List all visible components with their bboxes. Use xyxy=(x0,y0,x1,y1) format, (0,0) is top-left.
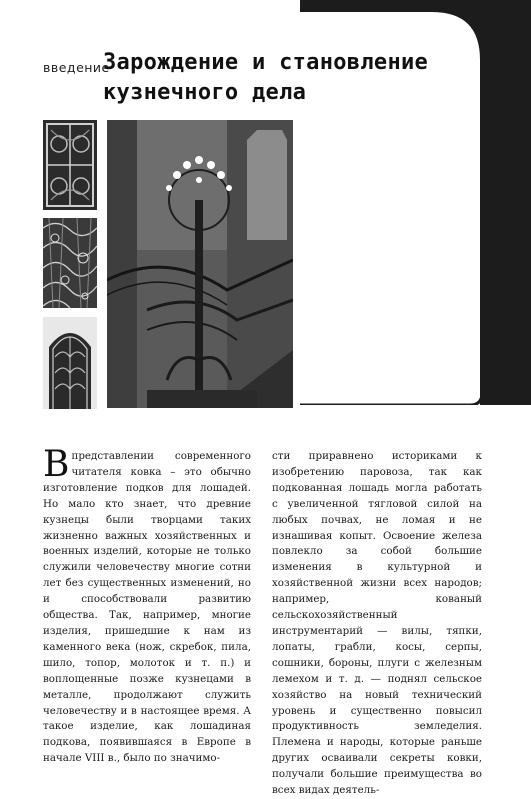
wrought-iron-grille-photo xyxy=(43,120,97,210)
body-text-left: представлении современного читателя ковка – это обычно изготовление подков для лошадей. Но мало кто знает, что древние кузнецы были творцами таких жизненно важных хозяйственных и военных изделий, которые не только служили человечеству многие сотни лет без существенных изменений, но и способствовали развитию общества. Так, например, многие изделия, пришедшие к нам из каменного века (нож, скребок, пила, шило, топор, молоток и т. п.) и воплощенные позже кузнецами в металле, продолжают служить человечеству и в настоящее время. А такое изделие, как лошадиная подкова, появившаяся в Европе в начале VIII в., было по значимо- xyxy=(43,450,251,765)
arched-gate-photo xyxy=(43,317,97,409)
body-text-column-left xyxy=(43,444,251,767)
chapter-title xyxy=(103,48,428,108)
body-text-column-right xyxy=(272,449,482,799)
drop-cap: В xyxy=(43,444,70,485)
section-label: введение xyxy=(43,60,110,75)
body-text-right: сти приравнено историками к изобретению паровоза, так как подкованная лошадь могла работать с увеличенной тягловой силой на любых почвах, не ломая и не изнашивая копыт. Освоение железа повлекло за собой большие изменения в культурной и хозяйственной жизни всех народов; например, кованый сельскохозяйственный инструментарий — вилы, тяпки, лопаты, грабли, косы, серпы, сошники, бороны, плуги с железным лемехом и т. д. — поднял сельское хозяйство на новый технический уровень и существенно повысил продуктивность земледелия. Племена и народы, которые раньше других осваивали секреты ковки, получали большие преимущества во всех видах деятель- xyxy=(272,450,482,797)
chapter-title-line-1: Зарождение и становление xyxy=(103,50,429,75)
ornamental-lattice-photo xyxy=(43,218,97,308)
chapter-title-line-2: кузнечного дела xyxy=(103,80,307,105)
staircase-chandelier-photo xyxy=(107,120,293,408)
